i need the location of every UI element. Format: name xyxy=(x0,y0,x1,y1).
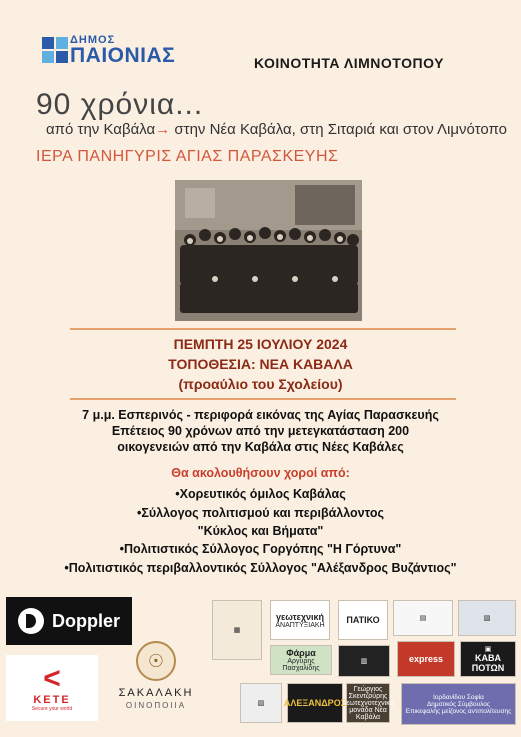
event-date: ΠΕΜΠΤΗ 25 ΙΟΥΛΙΟΥ 2024 xyxy=(173,336,348,352)
divider-bottom xyxy=(70,398,456,400)
iordanidou-line2: Δημοτικός Σύμβουλος xyxy=(426,700,491,708)
card-image-icon: ▧ xyxy=(483,615,491,622)
alexandros-text: ΑΛΕΞΑΝΔΡΟΣ xyxy=(283,698,347,708)
farma-sub: Αργύρης Πασχαλίδης xyxy=(282,658,320,672)
kava-logo-icon: ▣ xyxy=(484,646,492,653)
route-end: στην Νέα Καβάλα, στη Σιταριά και στον Λιμνότοπο xyxy=(170,121,507,138)
geotexniki-text: γεωτεχνική xyxy=(275,611,325,622)
dance-item: •Πολιτιστικός περιβαλλοντικός Σύλλογος "Αλέξανδρος Βυζάντιος" xyxy=(64,561,457,575)
sponsor-sakalaki xyxy=(108,628,204,723)
iordanidou-line3: Επικεφαλής μείζονος αντιπολίτευσης xyxy=(405,707,512,715)
express-text: express xyxy=(408,654,444,664)
sponsor-card-5 xyxy=(458,600,516,636)
sponsor-alexandros xyxy=(283,683,347,723)
sponsor-card-4 xyxy=(393,600,453,636)
koinotita-title: ΚΟΙΝΟΤΗΤΑ ΛΙΜΝΟΤΟΠΟΥ xyxy=(254,55,444,71)
divider-top xyxy=(70,328,456,330)
kete-text: KETE xyxy=(33,694,71,706)
farma-text: Φάρμα xyxy=(286,648,316,658)
card-image-icon: ▥ xyxy=(360,658,368,665)
kava-text: ΚΑΒΑ ΠΟΤΩΝ xyxy=(471,653,505,673)
main-title: 90 χρόνια... xyxy=(36,88,204,121)
sponsor-kete xyxy=(6,655,98,721)
description-line3: οικογενειών από την Καβάλα στις Νέες Καβάλες xyxy=(117,440,404,454)
dance-item: •Χορευτικός όμιλος Καβάλας xyxy=(175,487,346,501)
historic-group-photo xyxy=(175,180,362,321)
sakalaki-name: ΣΑΚΑΛΑΚΗ xyxy=(118,687,194,699)
paionia-logo-icon xyxy=(40,35,70,65)
event-location: ΤΟΠΟΘΕΣΙΑ: ΝΕΑ ΚΑΒΑΛΑ xyxy=(168,356,353,372)
sponsor-kava xyxy=(460,641,516,677)
dimos-paionias-logo xyxy=(40,32,200,72)
sponsor-card-1 xyxy=(212,600,262,660)
event-location-detail: (προαύλιο του Σχολείου) xyxy=(178,376,343,392)
iordanidou-line1: Ιορδανίδου Σοφία xyxy=(433,693,484,701)
sakalaki-head-icon: ☉ xyxy=(136,641,176,681)
georgios-text: Γεώργιος Σκεντζούρης Γεωτεχνοτεχνική μονάδα Νέα Καβάλα xyxy=(342,685,394,721)
geotexniki-sub: ΑΝΑΠΤΥΞΙΑΚΗ xyxy=(275,621,325,629)
photo-illustration xyxy=(175,180,362,321)
sponsor-patiko xyxy=(338,600,388,640)
dance-item: •Πολιτιστικός Σύλλογος Γοργόπης "Η Γόρτυνα" xyxy=(119,542,402,556)
sponsor-express xyxy=(397,641,455,677)
doppler-text: Doppler xyxy=(51,610,120,631)
description-line2: Επέτειος 90 χρόνων από την μετεγκατάσταση 200 xyxy=(111,424,410,438)
card-image-icon: ▦ xyxy=(233,627,241,634)
sponsor-farma xyxy=(270,645,332,675)
logo-small-text: ΔΗΜΟΣ xyxy=(70,34,116,46)
sponsor-geotexniki xyxy=(270,600,330,640)
route-start: από την Καβάλα xyxy=(46,121,156,138)
route-subtitle xyxy=(46,121,507,138)
patiko-text: ΠΑΤΙΚΟ xyxy=(346,615,380,625)
panigiris-heading: ΙΕΡΑ ΠΑΝΗΓΥΡΙΣ ΑΓΙΑΣ ΠΑΡΑΣΚΕΥΗΣ xyxy=(36,148,339,165)
kete-logo-icon: < xyxy=(43,662,61,695)
sponsor-georgios xyxy=(342,683,394,723)
sponsor-iordanidou xyxy=(401,683,516,725)
sponsor-card-7 xyxy=(338,645,390,677)
logo-big-text: ΠΑΙΟΝΙΑΣ xyxy=(70,44,176,67)
kete-subtitle: Secure your world xyxy=(31,706,73,712)
arrow-icon: → xyxy=(155,121,171,138)
card-image-icon: ▤ xyxy=(419,615,427,622)
card-image-icon: ▨ xyxy=(257,700,265,707)
dances-heading: Θα ακολουθήσουν χοροί από: xyxy=(171,466,350,480)
dance-item: •Σύλλογος πολιτισμού και περιβάλλοντος xyxy=(137,506,384,520)
doppler-logo-icon xyxy=(18,608,44,634)
sakalaki-subtitle: ΟΙΝΟΠΟΙΙΑ xyxy=(125,701,187,710)
description-line1: 7 μ.μ. Εσπερινός - περιφορά εικόνας της Αγίας Παρασκευής xyxy=(82,408,439,422)
sponsor-card-10 xyxy=(240,683,282,723)
dance-item: "Κύκλος και Βήματα" xyxy=(197,524,324,538)
